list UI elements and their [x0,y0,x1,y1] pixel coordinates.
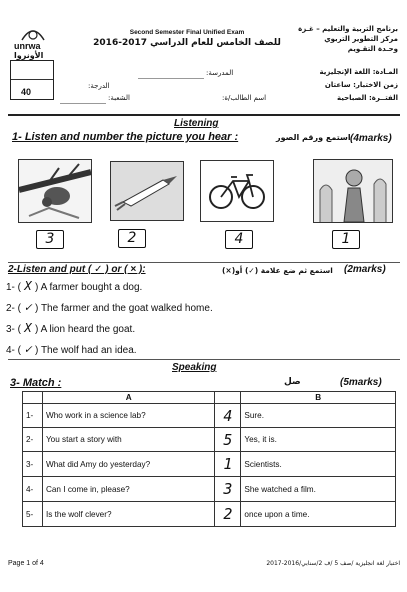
bear-tree-picture [19,160,91,222]
program-line-1: برنامج التربية والتعليم – غـزة [298,25,398,33]
table-row: 5- Is the wolf clever? 2 once upon a time. [23,502,396,527]
table-row: 1- Who work in a science lab? 4 Sure. [23,404,396,428]
page-number: Page 1 of 4 [8,560,44,567]
tf-item-3: 3- ( X ) A lion heard the goat. [6,321,136,335]
tf-text-3: A lion heard the goat. [40,324,136,335]
score-box [10,60,54,100]
match-answer-3[interactable]: 1 [215,452,241,477]
table-row: 4- Can I come in, please? 3 She watched a film. [23,477,396,502]
info-block [288,66,398,105]
name-label: اسم الطالب/ة: [222,94,267,102]
unrwa-emblem-icon [20,26,46,42]
speaking-heading: Speaking [172,362,217,373]
q1-marks: (4marks) [350,133,392,144]
picture-3 [200,160,274,222]
bicycle-picture [201,161,273,221]
picture-1-answer[interactable]: 3 [36,230,64,249]
tf-item-4: 4- ( ✓ ) The wolf had an idea. [6,342,137,356]
logo-ar-text: الأونروا [14,51,44,60]
column-b-header: B [241,392,396,404]
table-row: 2- You start a story with 5 Yes, it is. [23,428,396,452]
q3-arabic: صل [284,377,301,387]
grade-label: الدرجة: [88,82,110,90]
tf-mark-4[interactable]: ✓ [24,342,32,356]
tf-mark-3[interactable]: X [24,321,32,335]
q2-arabic: استمع ثم ضع علامة (✓) أو(×) [222,266,333,275]
q1-title: 1- Listen and number the picture you hear : [12,131,239,143]
tf-text-1: A farmer bought a dog. [40,282,143,293]
tf-item-2: 2- ( ✓ ) The farmer and the goat walked home. [6,300,213,314]
q2-title: 2-Listen and put ( ✓ ) or ( × ): [8,264,146,275]
header-divider [8,114,400,116]
footer-arabic: اختبار لغة انجليزية /صف 5 /ف 2/سنابي/2016-2017 [266,560,400,567]
match-answer-5[interactable]: 2 [215,502,241,527]
program-line-2: مركز التطوير التربوي [324,35,398,43]
picture-2 [110,161,184,221]
column-a-header: A [42,392,215,404]
picture-4 [313,159,393,223]
match-header-row [23,392,396,404]
tf-text-2: The farmer and the goat walked home. [40,303,213,314]
exam-title: Second Semester Final Unified Exam [129,29,245,36]
q2-marks: (2marks) [344,264,386,275]
program-line-3: وحـدة التقـويم [347,45,398,53]
rocket-picture [111,162,183,220]
time-label: زمن الاختبار: ساعتان [324,81,398,89]
q1-arabic: استمع ورقم الصور [276,133,351,142]
match-answer-1[interactable]: 4 [215,404,241,428]
tf-mark-1[interactable]: X [24,279,32,293]
girl-picture [314,160,392,222]
picture-1 [18,159,92,223]
listening-heading: Listening [174,118,219,129]
program-block [290,24,398,54]
score-total: 40 [21,87,32,97]
match-table [22,391,396,527]
unrwa-logo [14,26,54,61]
subject-label: المـادة: اللغة الإنجليزية [319,68,398,76]
picture-3-answer[interactable]: 4 [225,230,253,249]
match-answer-4[interactable]: 3 [215,477,241,502]
q3-title: 3- Match : [10,377,62,389]
grade-line: للصف الخامس للعام الدراسي 2017-2016 [93,38,281,48]
table-row: 3- What did Amy do yesterday? 1 Scientists. [23,452,396,477]
match-answer-2[interactable]: 5 [215,428,241,452]
tf-mark-2[interactable]: ✓ [24,300,32,314]
tf-item-1: 1- ( X ) A farmer bought a dog. [6,279,143,293]
school-label: المدرسة: [206,69,234,77]
period-label: الفتــرة: الصباحية [337,94,398,102]
tf-text-4: The wolf had an idea. [40,345,137,356]
q3-marks: (5marks) [340,377,382,388]
logo-en-text: unrwa [14,41,41,51]
picture-4-answer[interactable]: 1 [332,230,360,249]
section-label: الشعبة: [108,94,130,102]
picture-2-answer[interactable]: 2 [118,229,146,248]
